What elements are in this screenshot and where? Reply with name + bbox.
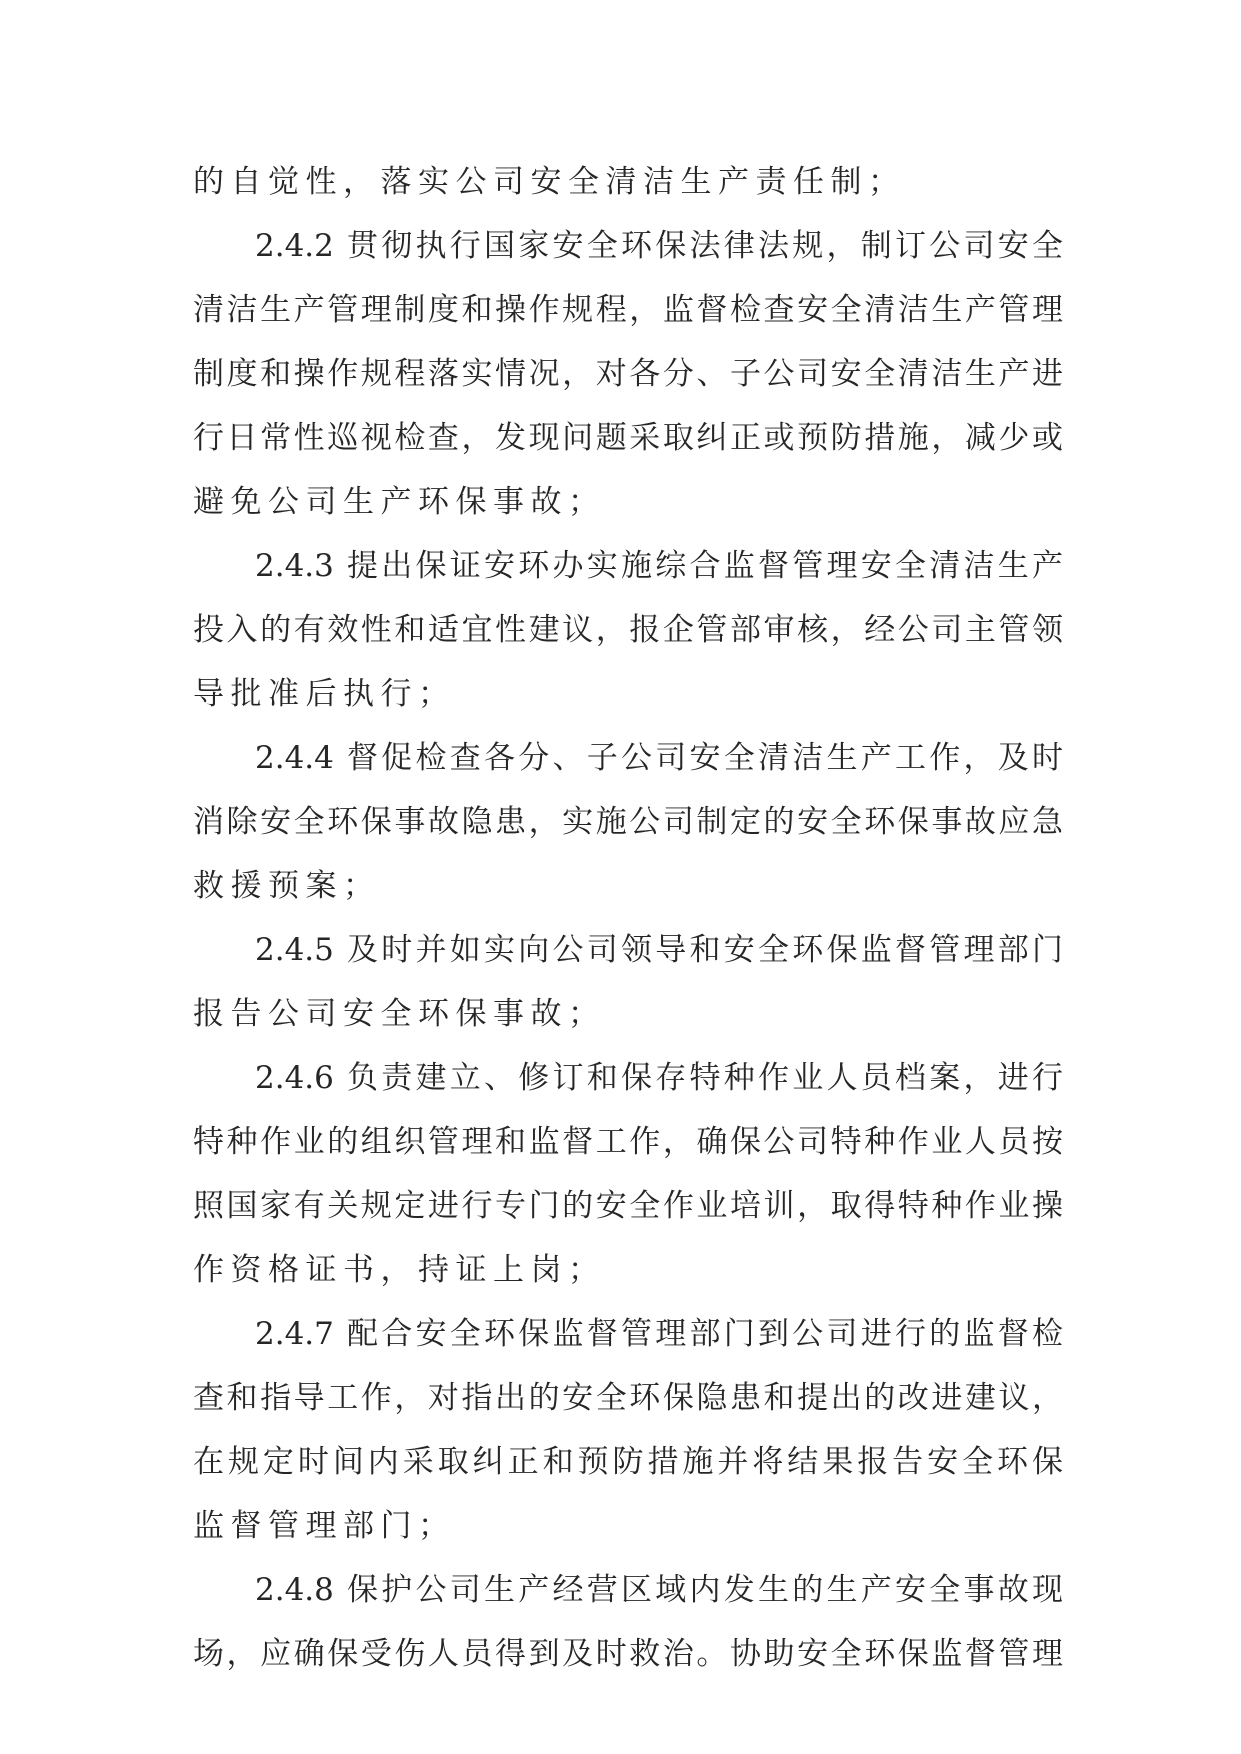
text-line: 在规定时间内采取纠正和预防措施并将结果报告安全环保: [193, 1444, 1063, 1480]
text-line: 清洁生产管理制度和操作规程，监督检查安全清洁生产管理: [193, 292, 1063, 328]
text-line: 照国家有关规定进行专门的安全作业培训，取得特种作业操: [193, 1188, 1063, 1224]
clause-2-4-2-line: 2.4.2 贯彻执行国家安全环保法律法规，制订公司安全: [255, 228, 1063, 264]
clause-2-4-3-line: 2.4.3 提出保证安环办实施综合监督管理安全清洁生产: [255, 548, 1063, 584]
text-line: 行日常性巡视检查，发现问题采取纠正或预防措施，减少或: [193, 420, 1063, 456]
clause-2-4-7-line: 2.4.7 配合安全环保监督管理部门到公司进行的监督检: [255, 1316, 1063, 1352]
text-line: 的自觉性，落实公司安全清洁生产责任制；: [193, 164, 906, 200]
text-line: 报告公司安全环保事故；: [193, 996, 606, 1032]
text-line: 特种作业的组织管理和监督工作，确保公司特种作业人员按: [193, 1124, 1063, 1160]
clause-2-4-6-line: 2.4.6 负责建立、修订和保存特种作业人员档案，进行: [255, 1060, 1063, 1096]
text-line: 查和指导工作，对指出的安全环保隐患和提出的改进建议，: [193, 1380, 1063, 1416]
text-line: 场，应确保受伤人员得到及时救治。协助安全环保监督管理: [193, 1636, 1063, 1672]
clause-2-4-8-line: 2.4.8 保护公司生产经营区域内发生的生产安全事故现: [255, 1572, 1063, 1608]
clause-2-4-5-line: 2.4.5 及时并如实向公司领导和安全环保监督管理部门: [255, 932, 1063, 968]
body-text: [193, 150, 1063, 1686]
text-line: 避免公司生产环保事故；: [193, 484, 606, 520]
clause-2-4-4-line: 2.4.4 督促检查各分、子公司安全清洁生产工作，及时: [255, 740, 1063, 776]
text-line: 消除安全环保事故隐患，实施公司制定的安全环保事故应急: [193, 804, 1063, 840]
text-line: 导批准后执行；: [193, 676, 456, 712]
text-line: 制度和操作规程落实情况，对各分、子公司安全清洁生产进: [193, 356, 1063, 392]
text-line: 作资格证书，持证上岗；: [193, 1252, 606, 1288]
text-line: 救援预案；: [193, 868, 381, 904]
text-line: 监督管理部门；: [193, 1508, 456, 1544]
text-line: 投入的有效性和适宜性建议，报企管部审核，经公司主管领: [193, 612, 1063, 648]
